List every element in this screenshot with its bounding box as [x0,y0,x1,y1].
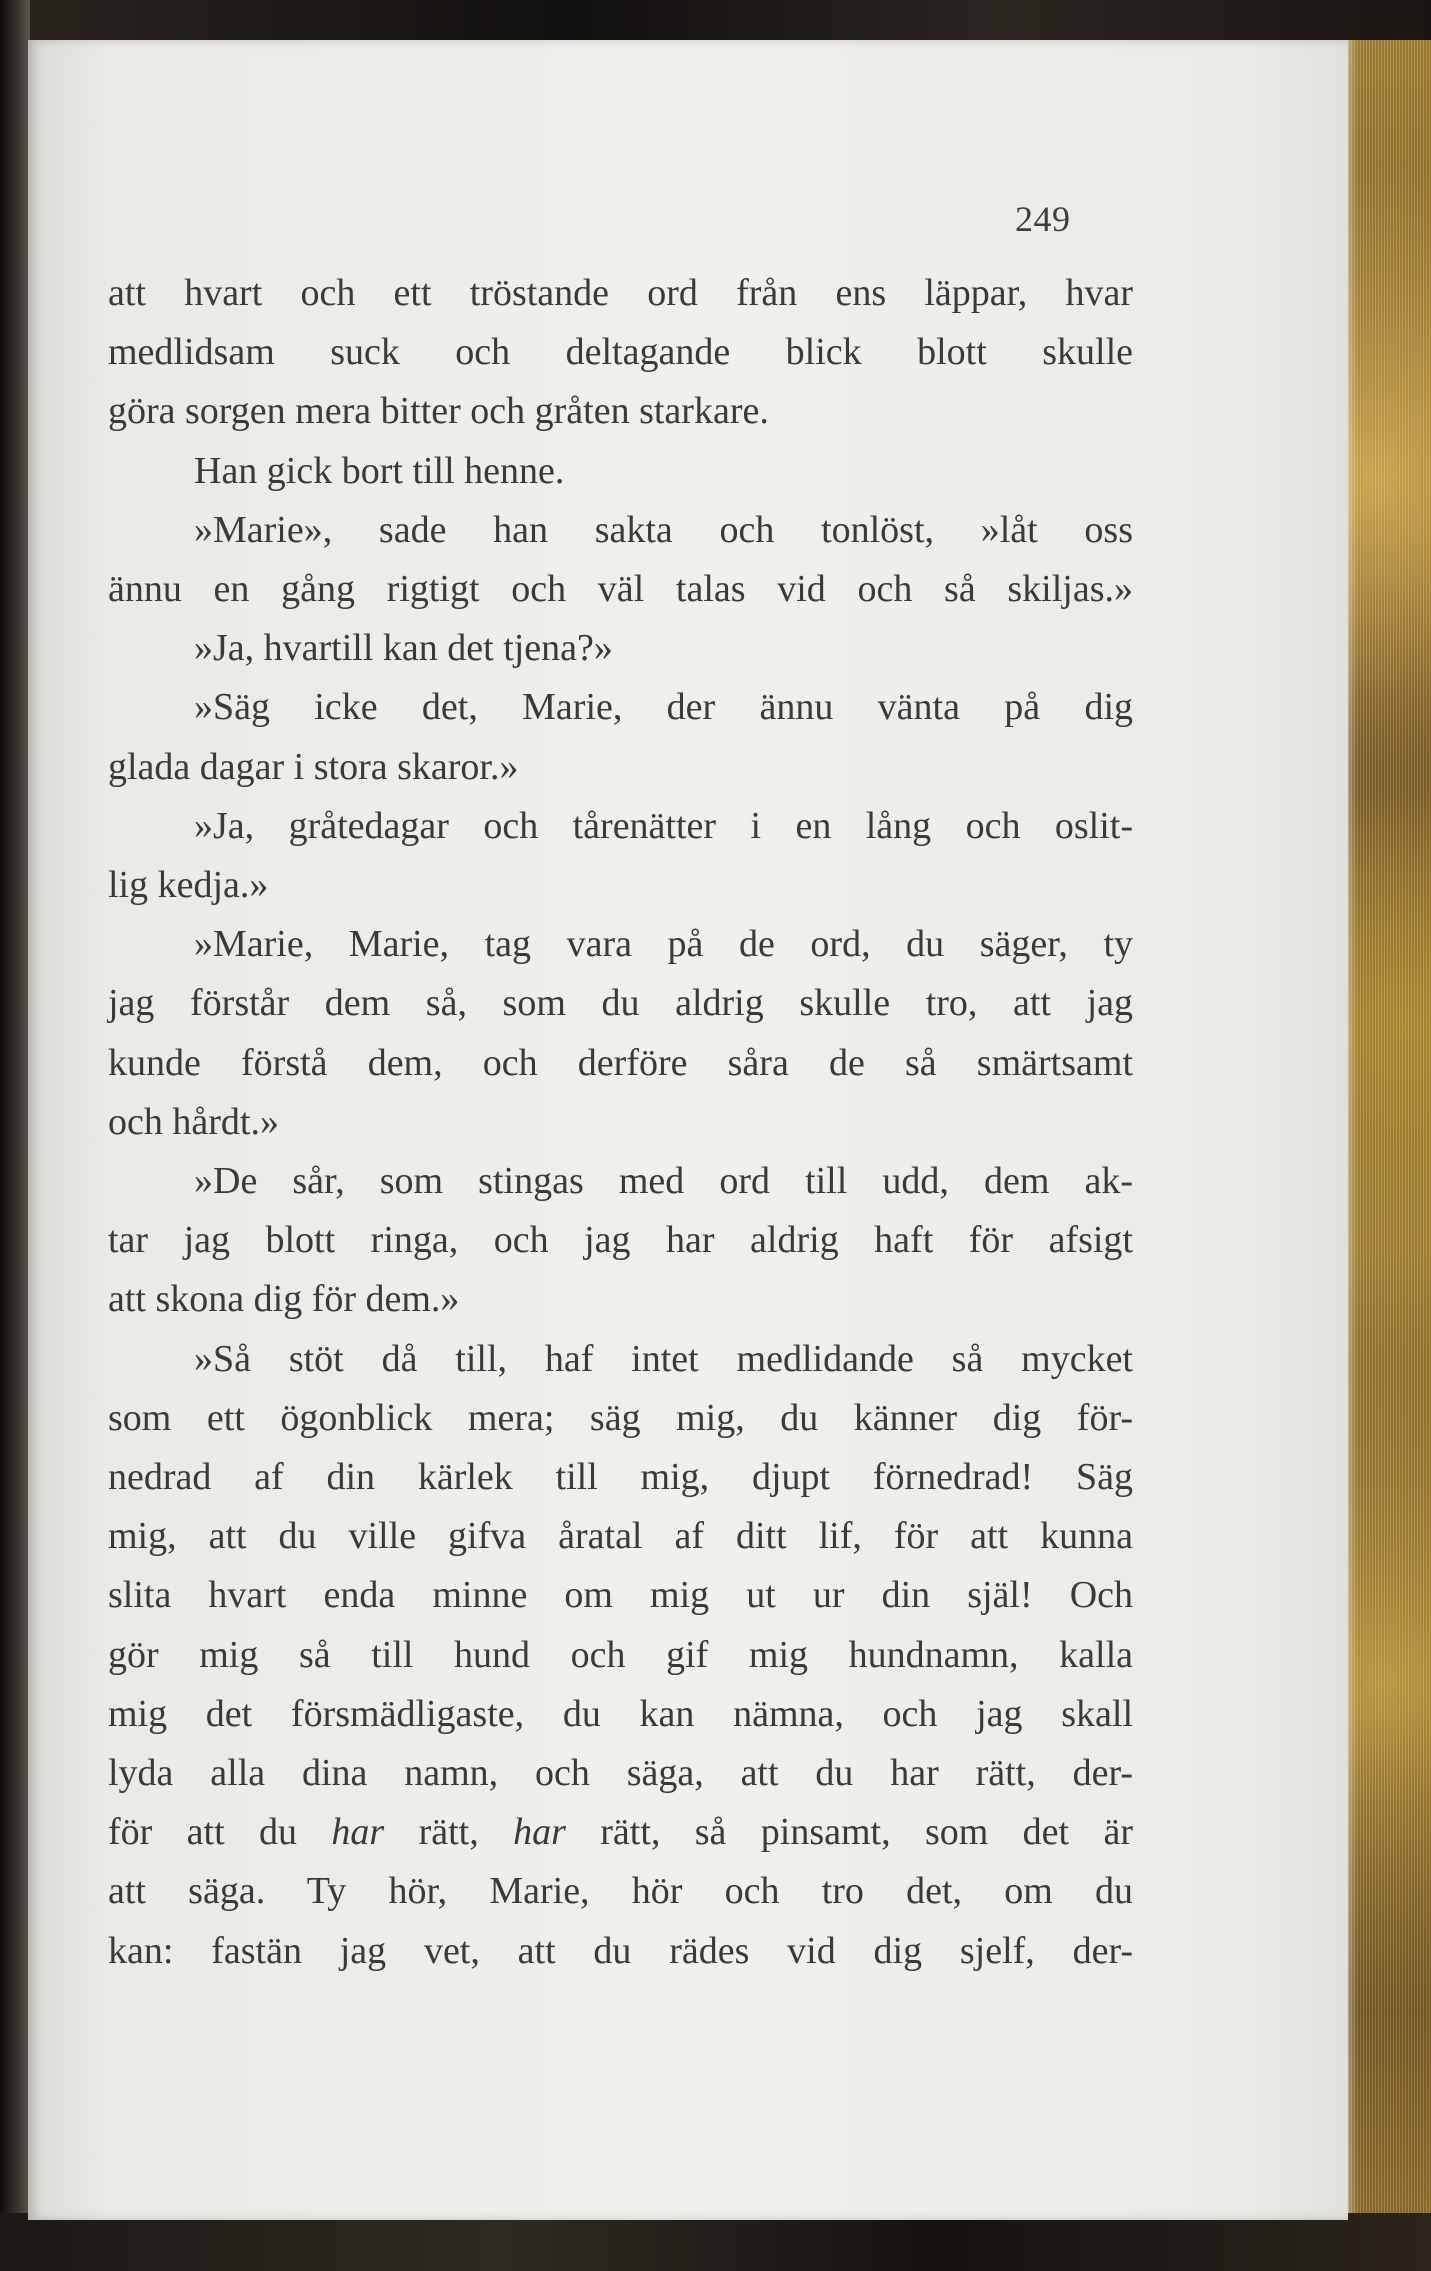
text-line: lyda alla dina namn, och säga, att du har rätt, der- [108,1752,1133,1794]
text-line: och hårdt.» [108,1101,279,1143]
book-page-edge [1348,40,1431,2230]
text-line: som ett ögonblick mera; säg mig, du känner dig för- [108,1397,1133,1439]
left-binding-strip [0,0,30,2271]
text-segment: för att du [108,1811,332,1853]
text-line: »Så stöt då till, haf intet medlidande så mycket [194,1338,1133,1380]
text-line: ännu en gång rigtigt och väl talas vid och så skiljas.» [108,568,1133,610]
text-line: jag förstår dem så, som du aldrig skulle tro, att jag [108,982,1133,1024]
text-line: »Marie, Marie, tag vara på de ord, du säger, ty [194,923,1133,965]
text-line: »De sår, som stingas med ord till udd, dem ak- [194,1160,1133,1202]
text-line: mig det försmädligaste, du kan nämna, och jag skall [108,1693,1133,1735]
text-line: att säga. Ty hör, Marie, hör och tro det, om du [108,1870,1133,1912]
text-line: »Säg icke det, Marie, der ännu vänta på dig [194,686,1133,728]
text-line-with-italics [108,1807,1133,1857]
text-line: lig kedja.» [108,864,269,906]
text-line: att skona dig för dem.» [108,1278,460,1320]
text-line: glada dagar i stora skaror.» [108,746,519,788]
text-line: göra sorgen mera bitter och gråten starkare. [108,390,769,432]
text-line: kan: fastän jag vet, att du rädes vid dig sjelf, der- [108,1930,1133,1972]
page-number: 249 [1015,199,1071,239]
italic-word: har [331,1811,385,1853]
text-line: gör mig så till hund och gif mig hundnamn, kalla [108,1634,1133,1676]
text-line: kunde förstå dem, och derföre såra de så smärtsamt [108,1042,1133,1084]
text-line: slita hvart enda minne om mig ut ur din själ! Och [108,1574,1133,1616]
text-line: »Ja, hvartill kan det tjena?» [194,627,613,669]
text-line: nedrad af din kärlek till mig, djupt förnedrad! Säg [108,1456,1133,1498]
text-segment: rätt, så pinsamt, som det är [565,1811,1133,1853]
text-line: att hvart och ett tröstande ord från ens läppar, hvar [108,272,1133,314]
text-line: mig, att du ville gifva åratal af ditt lif, för att kunna [108,1515,1133,1557]
text-line: tar jag blott ringa, och jag har aldrig haft för afsigt [108,1219,1133,1261]
bottom-background-strip [0,2213,1431,2271]
text-line: »Marie», sade han sakta och tonlöst, »låt oss [194,509,1133,551]
text-segment: rätt, [384,1811,514,1853]
text-line: »Ja, gråtedagar och tårenätter i en lång och oslit- [194,805,1133,847]
italic-word: har [513,1811,566,1853]
text-line: medlidsam suck och deltagande blick blott skulle [108,331,1133,373]
text-line: Han gick bort till henne. [194,450,565,492]
